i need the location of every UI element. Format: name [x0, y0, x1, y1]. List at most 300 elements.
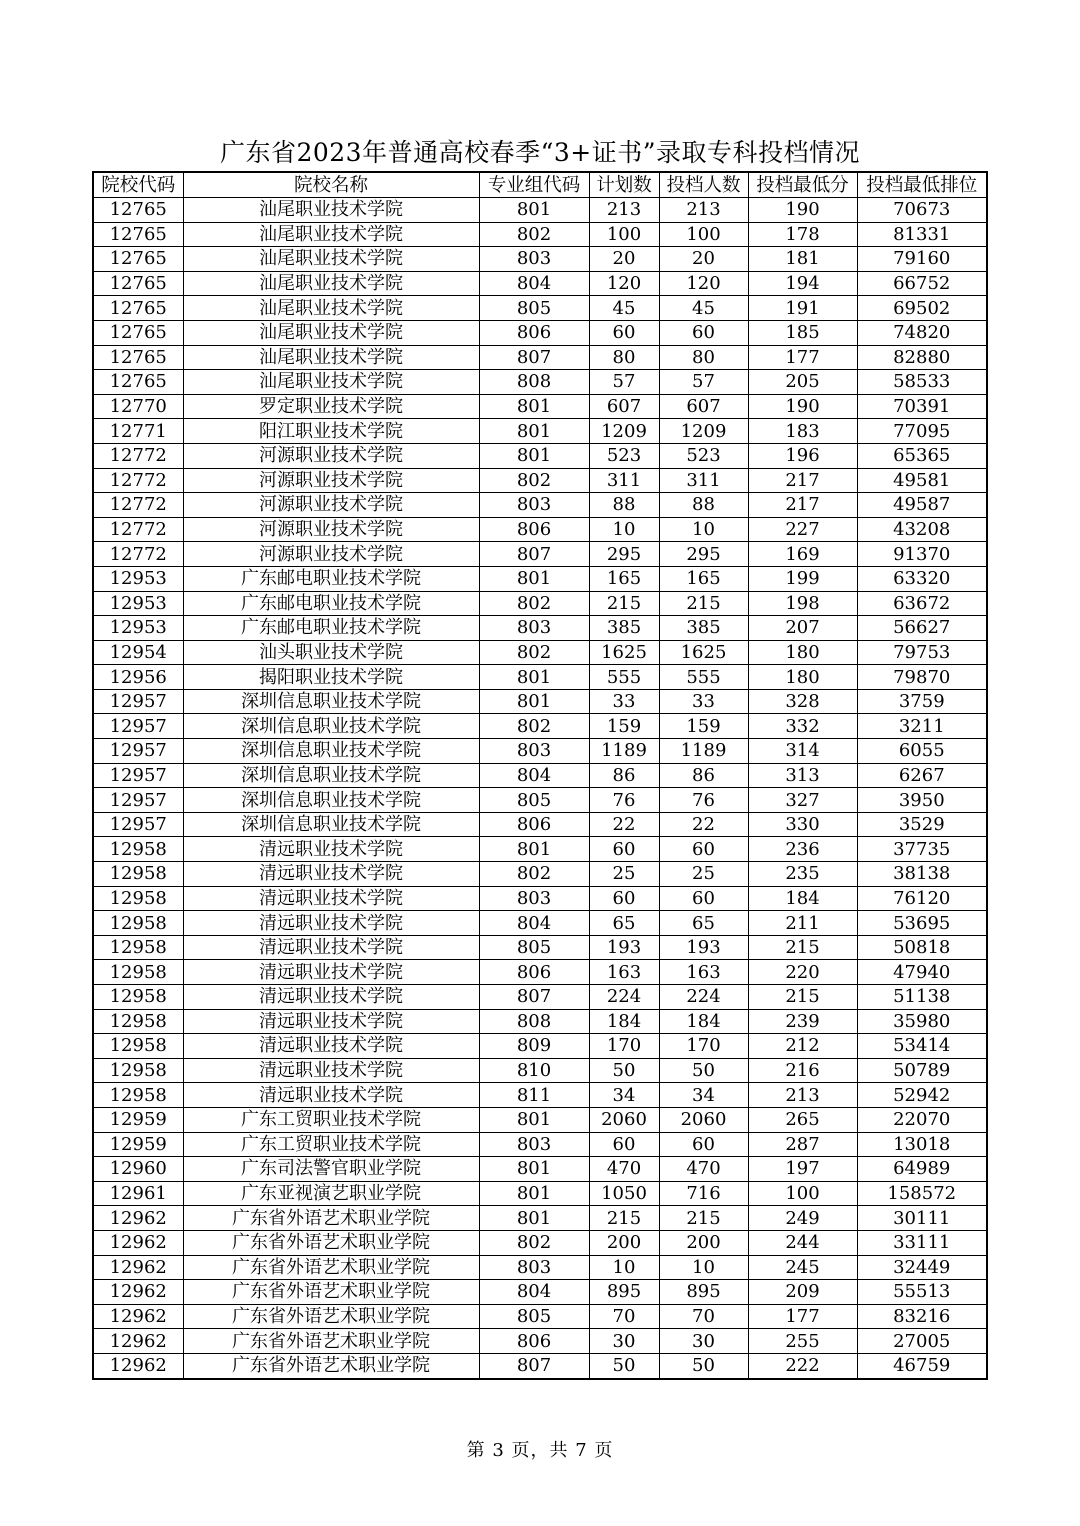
cell-school-name: 深圳信息职业技术学院	[183, 812, 479, 837]
cell-school-code: 12771	[93, 419, 183, 444]
cell-min-score: 220	[748, 960, 857, 985]
table-row	[93, 763, 987, 788]
cell-school-name: 广东司法警官职业学院	[183, 1157, 479, 1182]
cell-plan-count: 184	[589, 1009, 659, 1034]
cell-school-name: 罗定职业技术学院	[183, 394, 479, 419]
cell-min-rank: 76120	[857, 886, 987, 911]
cell-admitted-count: 70	[659, 1304, 748, 1329]
table-row	[93, 1280, 987, 1305]
cell-admitted-count: 213	[659, 198, 748, 223]
cell-school-code: 12765	[93, 296, 183, 321]
cell-group-code: 802	[479, 640, 589, 665]
cell-school-code: 12953	[93, 566, 183, 591]
cell-min-score: 265	[748, 1107, 857, 1132]
cell-min-score: 249	[748, 1206, 857, 1231]
cell-min-rank: 30111	[857, 1206, 987, 1231]
cell-school-code: 12772	[93, 493, 183, 518]
cell-admitted-count: 200	[659, 1230, 748, 1255]
cell-school-code: 12765	[93, 222, 183, 247]
cell-min-rank: 74820	[857, 320, 987, 345]
cell-min-rank: 55513	[857, 1280, 987, 1305]
cell-min-score: 190	[748, 394, 857, 419]
cell-school-code: 12959	[93, 1107, 183, 1132]
table-row	[93, 911, 987, 936]
cell-group-code: 802	[479, 862, 589, 887]
cell-min-score: 199	[748, 566, 857, 591]
cell-plan-count: 76	[589, 788, 659, 813]
cell-school-code: 12958	[93, 886, 183, 911]
cell-group-code: 801	[479, 1157, 589, 1182]
cell-plan-count: 1625	[589, 640, 659, 665]
cell-group-code: 808	[479, 370, 589, 395]
cell-school-code: 12957	[93, 689, 183, 714]
cell-admitted-count: 60	[659, 320, 748, 345]
cell-plan-count: 470	[589, 1157, 659, 1182]
cell-min-score: 244	[748, 1230, 857, 1255]
cell-min-score: 209	[748, 1280, 857, 1305]
cell-min-score: 180	[748, 640, 857, 665]
cell-group-code: 806	[479, 812, 589, 837]
cell-plan-count: 60	[589, 1132, 659, 1157]
cell-group-code: 806	[479, 960, 589, 985]
header-min-score: 投档最低分	[748, 172, 857, 198]
cell-school-code: 12956	[93, 665, 183, 690]
cell-min-score: 236	[748, 837, 857, 862]
cell-group-code: 801	[479, 419, 589, 444]
cell-min-score: 198	[748, 591, 857, 616]
cell-group-code: 806	[479, 320, 589, 345]
cell-group-code: 801	[479, 1206, 589, 1231]
cell-min-score: 239	[748, 1009, 857, 1034]
document-title: 广东省2023年普通高校春季“3+证书”录取专科投档情况	[219, 138, 861, 167]
cell-group-code: 801	[479, 665, 589, 690]
page-footer: 第 3 页，共 7 页	[466, 1440, 614, 1461]
table-row	[93, 714, 987, 739]
cell-min-rank: 51138	[857, 985, 987, 1010]
cell-admitted-count: 607	[659, 394, 748, 419]
cell-group-code: 804	[479, 763, 589, 788]
table-row	[93, 468, 987, 493]
cell-min-score: 197	[748, 1157, 857, 1182]
cell-admitted-count: 25	[659, 862, 748, 887]
table-row	[93, 862, 987, 887]
cell-plan-count: 25	[589, 862, 659, 887]
cell-min-rank: 83216	[857, 1304, 987, 1329]
cell-admitted-count: 60	[659, 886, 748, 911]
table-row	[93, 985, 987, 1010]
table-row	[93, 591, 987, 616]
cell-plan-count: 70	[589, 1304, 659, 1329]
cell-school-name: 广东邮电职业技术学院	[183, 566, 479, 591]
cell-school-name: 深圳信息职业技术学院	[183, 689, 479, 714]
table-row	[93, 812, 987, 837]
cell-admitted-count: 100	[659, 222, 748, 247]
table-row	[93, 1304, 987, 1329]
cell-min-rank: 49587	[857, 493, 987, 518]
cell-admitted-count: 57	[659, 370, 748, 395]
cell-plan-count: 555	[589, 665, 659, 690]
cell-school-name: 广东工贸职业技术学院	[183, 1132, 479, 1157]
cell-min-score: 287	[748, 1132, 857, 1157]
cell-min-rank: 81331	[857, 222, 987, 247]
cell-admitted-count: 163	[659, 960, 748, 985]
cell-min-score: 216	[748, 1058, 857, 1083]
cell-plan-count: 10	[589, 517, 659, 542]
cell-min-score: 255	[748, 1329, 857, 1354]
cell-admitted-count: 215	[659, 1206, 748, 1231]
cell-group-code: 801	[479, 1107, 589, 1132]
cell-group-code: 808	[479, 1009, 589, 1034]
cell-min-score: 217	[748, 493, 857, 518]
cell-min-score: 177	[748, 345, 857, 370]
cell-min-score: 196	[748, 443, 857, 468]
cell-school-name: 广东省外语艺术职业学院	[183, 1230, 479, 1255]
cell-min-score: 183	[748, 419, 857, 444]
table-row	[93, 370, 987, 395]
cell-admitted-count: 88	[659, 493, 748, 518]
cell-group-code: 801	[479, 837, 589, 862]
table-row	[93, 1132, 987, 1157]
cell-school-code: 12958	[93, 935, 183, 960]
cell-school-name: 广东邮电职业技术学院	[183, 616, 479, 641]
cell-plan-count: 295	[589, 542, 659, 567]
cell-min-score: 205	[748, 370, 857, 395]
cell-admitted-count: 159	[659, 714, 748, 739]
cell-school-code: 12958	[93, 1009, 183, 1034]
cell-min-score: 330	[748, 812, 857, 837]
cell-school-code: 12765	[93, 198, 183, 223]
cell-admitted-count: 311	[659, 468, 748, 493]
cell-plan-count: 224	[589, 985, 659, 1010]
cell-plan-count: 213	[589, 198, 659, 223]
cell-group-code: 807	[479, 542, 589, 567]
cell-plan-count: 60	[589, 320, 659, 345]
cell-school-code: 12962	[93, 1206, 183, 1231]
cell-school-code: 12958	[93, 1034, 183, 1059]
cell-school-code: 12957	[93, 714, 183, 739]
cell-plan-count: 200	[589, 1230, 659, 1255]
cell-min-score: 191	[748, 296, 857, 321]
cell-admitted-count: 86	[659, 763, 748, 788]
cell-school-name: 汕尾职业技术学院	[183, 370, 479, 395]
cell-school-name: 深圳信息职业技术学院	[183, 788, 479, 813]
cell-school-name: 汕尾职业技术学院	[183, 345, 479, 370]
cell-school-name: 河源职业技术学院	[183, 542, 479, 567]
cell-admitted-count: 215	[659, 591, 748, 616]
cell-min-rank: 79753	[857, 640, 987, 665]
table-row	[93, 419, 987, 444]
cell-group-code: 802	[479, 714, 589, 739]
cell-admitted-count: 555	[659, 665, 748, 690]
cell-school-name: 汕尾职业技术学院	[183, 320, 479, 345]
cell-plan-count: 22	[589, 812, 659, 837]
cell-admitted-count: 523	[659, 443, 748, 468]
cell-school-name: 清远职业技术学院	[183, 911, 479, 936]
table-row	[93, 517, 987, 542]
cell-school-code: 12772	[93, 443, 183, 468]
cell-plan-count: 311	[589, 468, 659, 493]
cell-group-code: 802	[479, 222, 589, 247]
cell-group-code: 801	[479, 1181, 589, 1206]
cell-school-code: 12770	[93, 394, 183, 419]
cell-admitted-count: 45	[659, 296, 748, 321]
cell-admitted-count: 184	[659, 1009, 748, 1034]
admission-table	[92, 171, 988, 1380]
table-row	[93, 689, 987, 714]
cell-min-score: 332	[748, 714, 857, 739]
cell-admitted-count: 120	[659, 271, 748, 296]
cell-school-code: 12962	[93, 1353, 183, 1378]
cell-school-name: 清远职业技术学院	[183, 1058, 479, 1083]
cell-school-name: 广东省外语艺术职业学院	[183, 1353, 479, 1378]
cell-group-code: 805	[479, 935, 589, 960]
table-row	[93, 1058, 987, 1083]
table-row	[93, 788, 987, 813]
cell-school-name: 清远职业技术学院	[183, 1083, 479, 1108]
cell-plan-count: 30	[589, 1329, 659, 1354]
cell-min-rank: 50818	[857, 935, 987, 960]
cell-min-score: 178	[748, 222, 857, 247]
cell-school-code: 12958	[93, 960, 183, 985]
cell-group-code: 803	[479, 1132, 589, 1157]
cell-school-code: 12962	[93, 1280, 183, 1305]
header-admitted-count: 投档人数	[659, 172, 748, 198]
cell-min-rank: 35980	[857, 1009, 987, 1034]
cell-school-code: 12957	[93, 763, 183, 788]
cell-group-code: 807	[479, 345, 589, 370]
cell-school-name: 广东工贸职业技术学院	[183, 1107, 479, 1132]
cell-group-code: 803	[479, 493, 589, 518]
cell-school-code: 12954	[93, 640, 183, 665]
cell-admitted-count: 60	[659, 837, 748, 862]
header-school-code: 院校代码	[93, 172, 183, 198]
cell-group-code: 809	[479, 1034, 589, 1059]
cell-min-rank: 37735	[857, 837, 987, 862]
cell-min-score: 194	[748, 271, 857, 296]
cell-plan-count: 60	[589, 837, 659, 862]
cell-min-score: 100	[748, 1181, 857, 1206]
cell-min-score: 313	[748, 763, 857, 788]
cell-group-code: 802	[479, 591, 589, 616]
cell-school-name: 阳江职业技术学院	[183, 419, 479, 444]
cell-group-code: 805	[479, 296, 589, 321]
cell-min-rank: 6055	[857, 739, 987, 764]
cell-school-code: 12958	[93, 985, 183, 1010]
table-row	[93, 247, 987, 272]
cell-min-score: 169	[748, 542, 857, 567]
table-row	[93, 935, 987, 960]
cell-group-code: 801	[479, 443, 589, 468]
cell-min-rank: 64989	[857, 1157, 987, 1182]
cell-group-code: 803	[479, 886, 589, 911]
cell-plan-count: 86	[589, 763, 659, 788]
cell-min-rank: 3759	[857, 689, 987, 714]
table-row	[93, 960, 987, 985]
cell-min-score: 181	[748, 247, 857, 272]
table-header-row	[93, 172, 987, 198]
table-row	[93, 1255, 987, 1280]
cell-group-code: 803	[479, 1255, 589, 1280]
cell-min-score: 235	[748, 862, 857, 887]
table-row	[93, 443, 987, 468]
cell-school-code: 12958	[93, 1058, 183, 1083]
cell-admitted-count: 224	[659, 985, 748, 1010]
table-row	[93, 320, 987, 345]
table-row	[93, 1009, 987, 1034]
table-row	[93, 1034, 987, 1059]
table-row	[93, 837, 987, 862]
cell-min-rank: 38138	[857, 862, 987, 887]
cell-plan-count: 10	[589, 1255, 659, 1280]
cell-plan-count: 45	[589, 296, 659, 321]
cell-admitted-count: 20	[659, 247, 748, 272]
table-row	[93, 542, 987, 567]
table-row	[93, 1083, 987, 1108]
cell-admitted-count: 1209	[659, 419, 748, 444]
cell-min-score: 185	[748, 320, 857, 345]
cell-school-code: 12765	[93, 370, 183, 395]
cell-school-name: 清远职业技术学院	[183, 862, 479, 887]
cell-min-rank: 3950	[857, 788, 987, 813]
cell-school-name: 汕尾职业技术学院	[183, 271, 479, 296]
cell-min-score: 213	[748, 1083, 857, 1108]
table-row	[93, 296, 987, 321]
table-row	[93, 886, 987, 911]
table-row	[93, 1181, 987, 1206]
cell-admitted-count: 895	[659, 1280, 748, 1305]
cell-school-code: 12957	[93, 788, 183, 813]
cell-plan-count: 215	[589, 591, 659, 616]
cell-min-score: 217	[748, 468, 857, 493]
cell-school-code: 12962	[93, 1329, 183, 1354]
cell-school-code: 12960	[93, 1157, 183, 1182]
cell-school-name: 清远职业技术学院	[183, 886, 479, 911]
cell-school-code: 12959	[93, 1132, 183, 1157]
cell-group-code: 811	[479, 1083, 589, 1108]
cell-min-rank: 70391	[857, 394, 987, 419]
cell-plan-count: 33	[589, 689, 659, 714]
cell-school-name: 深圳信息职业技术学院	[183, 739, 479, 764]
cell-plan-count: 2060	[589, 1107, 659, 1132]
cell-admitted-count: 10	[659, 517, 748, 542]
cell-admitted-count: 34	[659, 1083, 748, 1108]
cell-min-score: 207	[748, 616, 857, 641]
cell-school-code: 12962	[93, 1304, 183, 1329]
cell-group-code: 806	[479, 517, 589, 542]
cell-admitted-count: 165	[659, 566, 748, 591]
cell-group-code: 805	[479, 788, 589, 813]
cell-min-score: 215	[748, 985, 857, 1010]
cell-school-code: 12957	[93, 812, 183, 837]
cell-min-rank: 158572	[857, 1181, 987, 1206]
table-row	[93, 1107, 987, 1132]
cell-min-rank: 69502	[857, 296, 987, 321]
cell-plan-count: 34	[589, 1083, 659, 1108]
cell-school-code: 12772	[93, 542, 183, 567]
header-min-rank: 投档最低排位	[857, 172, 987, 198]
cell-min-score: 222	[748, 1353, 857, 1378]
cell-group-code: 802	[479, 1230, 589, 1255]
cell-min-rank: 63320	[857, 566, 987, 591]
cell-min-rank: 58533	[857, 370, 987, 395]
cell-admitted-count: 193	[659, 935, 748, 960]
cell-school-code: 12962	[93, 1230, 183, 1255]
cell-school-name: 广东省外语艺术职业学院	[183, 1280, 479, 1305]
cell-admitted-count: 170	[659, 1034, 748, 1059]
cell-admitted-count: 33	[659, 689, 748, 714]
cell-plan-count: 165	[589, 566, 659, 591]
cell-school-code: 12962	[93, 1255, 183, 1280]
cell-school-name: 汕尾职业技术学院	[183, 222, 479, 247]
cell-group-code: 802	[479, 468, 589, 493]
cell-min-rank: 53414	[857, 1034, 987, 1059]
cell-school-code: 12953	[93, 591, 183, 616]
cell-group-code: 801	[479, 566, 589, 591]
cell-plan-count: 1050	[589, 1181, 659, 1206]
cell-min-score: 211	[748, 911, 857, 936]
cell-group-code: 803	[479, 739, 589, 764]
cell-school-name: 深圳信息职业技术学院	[183, 763, 479, 788]
header-plan-count: 计划数	[589, 172, 659, 198]
cell-min-rank: 79160	[857, 247, 987, 272]
cell-min-score: 180	[748, 665, 857, 690]
cell-min-rank: 91370	[857, 542, 987, 567]
cell-school-code: 12953	[93, 616, 183, 641]
cell-min-rank: 13018	[857, 1132, 987, 1157]
table-row	[93, 665, 987, 690]
cell-group-code: 803	[479, 616, 589, 641]
cell-school-name: 汕尾职业技术学院	[183, 247, 479, 272]
table-row	[93, 1230, 987, 1255]
cell-min-rank: 3211	[857, 714, 987, 739]
cell-admitted-count: 80	[659, 345, 748, 370]
cell-admitted-count: 716	[659, 1181, 748, 1206]
cell-group-code: 803	[479, 247, 589, 272]
cell-group-code: 801	[479, 689, 589, 714]
cell-school-name: 汕尾职业技术学院	[183, 198, 479, 223]
cell-group-code: 804	[479, 271, 589, 296]
table-row	[93, 1353, 987, 1378]
cell-admitted-count: 2060	[659, 1107, 748, 1132]
cell-min-rank: 33111	[857, 1230, 987, 1255]
cell-plan-count: 523	[589, 443, 659, 468]
cell-school-name: 广东亚视演艺职业学院	[183, 1181, 479, 1206]
cell-min-rank: 27005	[857, 1329, 987, 1354]
table-row	[93, 222, 987, 247]
cell-admitted-count: 1625	[659, 640, 748, 665]
cell-min-rank: 56627	[857, 616, 987, 641]
cell-school-name: 清远职业技术学院	[183, 1034, 479, 1059]
cell-school-code: 12958	[93, 837, 183, 862]
cell-school-code: 12772	[93, 468, 183, 493]
cell-group-code: 805	[479, 1304, 589, 1329]
cell-min-score: 227	[748, 517, 857, 542]
cell-plan-count: 170	[589, 1034, 659, 1059]
cell-min-score: 327	[748, 788, 857, 813]
cell-admitted-count: 385	[659, 616, 748, 641]
cell-min-rank: 65365	[857, 443, 987, 468]
cell-school-code: 12765	[93, 345, 183, 370]
cell-plan-count: 20	[589, 247, 659, 272]
cell-plan-count: 163	[589, 960, 659, 985]
cell-admitted-count: 10	[659, 1255, 748, 1280]
cell-plan-count: 50	[589, 1353, 659, 1378]
cell-plan-count: 385	[589, 616, 659, 641]
cell-plan-count: 50	[589, 1058, 659, 1083]
cell-school-code: 12765	[93, 247, 183, 272]
cell-min-rank: 47940	[857, 960, 987, 985]
cell-min-rank: 46759	[857, 1353, 987, 1378]
